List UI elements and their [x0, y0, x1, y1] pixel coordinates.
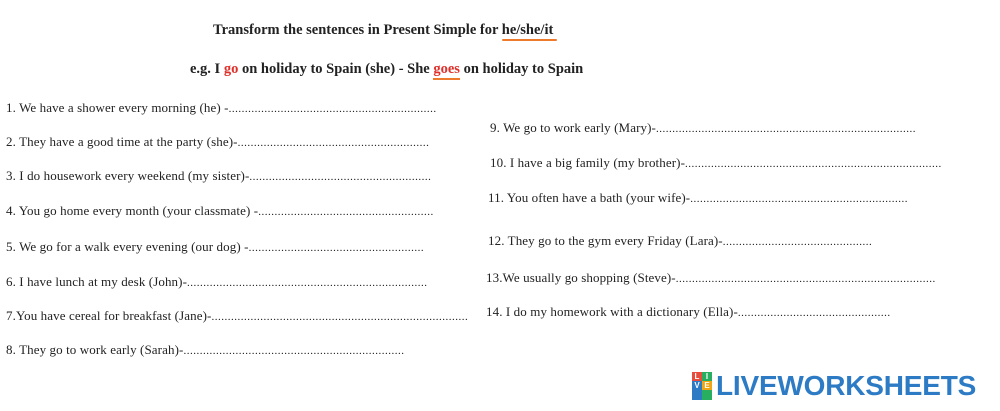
exercise-prompt: 3. I do housework every weekend (my sister)-: [6, 168, 250, 183]
exercise-item-9: [490, 120, 916, 136]
exercise-item-2: [6, 134, 429, 150]
answer-blank[interactable]: ........................................................: [249, 171, 432, 183]
icon-tile: [692, 390, 702, 400]
exercise-prompt: 1. We have a shower every morning (he) -: [6, 100, 229, 115]
exercise-item-13: [486, 270, 936, 286]
goes-underline: [433, 78, 460, 80]
answer-blank[interactable]: ..............................................: [722, 236, 873, 248]
worksheet-title: [213, 22, 553, 39]
icon-letter-e: E: [702, 381, 712, 390]
liveworksheets-icon: [692, 372, 712, 400]
exercise-prompt: 10. I have a big family (my brother)-: [490, 155, 686, 170]
exercise-item-7: [6, 308, 468, 324]
answer-blank[interactable]: ..........................................................................: [187, 277, 428, 289]
answer-blank[interactable]: ...............................................................................: [211, 311, 469, 323]
answer-blank[interactable]: ......................................................: [248, 242, 425, 254]
answer-blank[interactable]: ......................................................: [258, 206, 434, 218]
exercise-prompt: 11. You often have a bath (your wife)-: [488, 190, 691, 205]
exercise-item-1: [6, 100, 437, 116]
brand-name: LIVEWORKSHEETS: [716, 370, 977, 401]
answer-blank[interactable]: ...........................................................: [237, 137, 430, 149]
exercise-item-3: [6, 168, 431, 184]
exercise-prompt: 9. We go to work early (Mary)-: [490, 120, 656, 135]
exercise-prompt: 2. They have a good time at the party (she)-: [6, 134, 238, 149]
exercise-prompt: 13.We usually go shopping (Steve)-: [486, 270, 676, 285]
exercise-item-5: [6, 239, 424, 255]
answer-blank[interactable]: ................................................................................: [655, 123, 916, 135]
title-prefix: Transform the sentences in Present Simple for: [213, 22, 502, 38]
exercise-item-12: [488, 233, 872, 249]
answer-blank[interactable]: ................................................................: [228, 103, 437, 115]
exercise-item-14: [486, 304, 891, 320]
exercise-prompt: 4. You go home every month (your classmate) -: [6, 203, 259, 218]
icon-letter-l: L: [692, 372, 702, 381]
answer-blank[interactable]: ................................................................................: [675, 273, 936, 285]
example-verb-goes: goes: [433, 61, 460, 77]
exercise-prompt: 8. They go to work early (Sarah)-: [6, 342, 184, 357]
title-pronouns: he/she/it: [502, 22, 554, 38]
example-sentence: [190, 61, 583, 78]
answer-blank[interactable]: ...............................................................................: [685, 158, 942, 170]
icon-tile: [702, 390, 712, 400]
exercise-item-4: [6, 203, 434, 219]
exercise-item-8: [6, 342, 404, 358]
exercise-prompt: 12. They go to the gym every Friday (Lara)-: [488, 233, 723, 248]
icon-letter-i: I: [702, 372, 712, 381]
exercise-item-6: [6, 274, 428, 290]
liveworksheets-logo[interactable]: [692, 372, 976, 400]
pronoun-underline: [502, 39, 558, 41]
exercise-prompt: 6. I have lunch at my desk (John)-: [6, 274, 188, 289]
example-part2: on holiday to Spain (she) - She: [238, 61, 434, 77]
exercise-prompt: 7.You have cereal for breakfast (Jane)-: [6, 308, 212, 323]
exercise-item-11: [488, 190, 908, 206]
exercise-item-10: [490, 155, 942, 171]
answer-blank[interactable]: ...............................................: [737, 307, 891, 319]
example-part3: on holiday to Spain: [459, 61, 584, 77]
example-part1: e.g. I: [190, 61, 224, 77]
icon-letter-v: V: [692, 381, 702, 390]
answer-blank[interactable]: ...................................................................: [690, 193, 908, 205]
example-verb-go: go: [223, 61, 239, 77]
exercise-prompt: 14. I do my homework with a dictionary (Ella)-: [486, 304, 738, 319]
answer-blank[interactable]: ....................................................................: [183, 345, 405, 357]
exercise-prompt: 5. We go for a walk every evening (our dog) -: [6, 239, 249, 254]
